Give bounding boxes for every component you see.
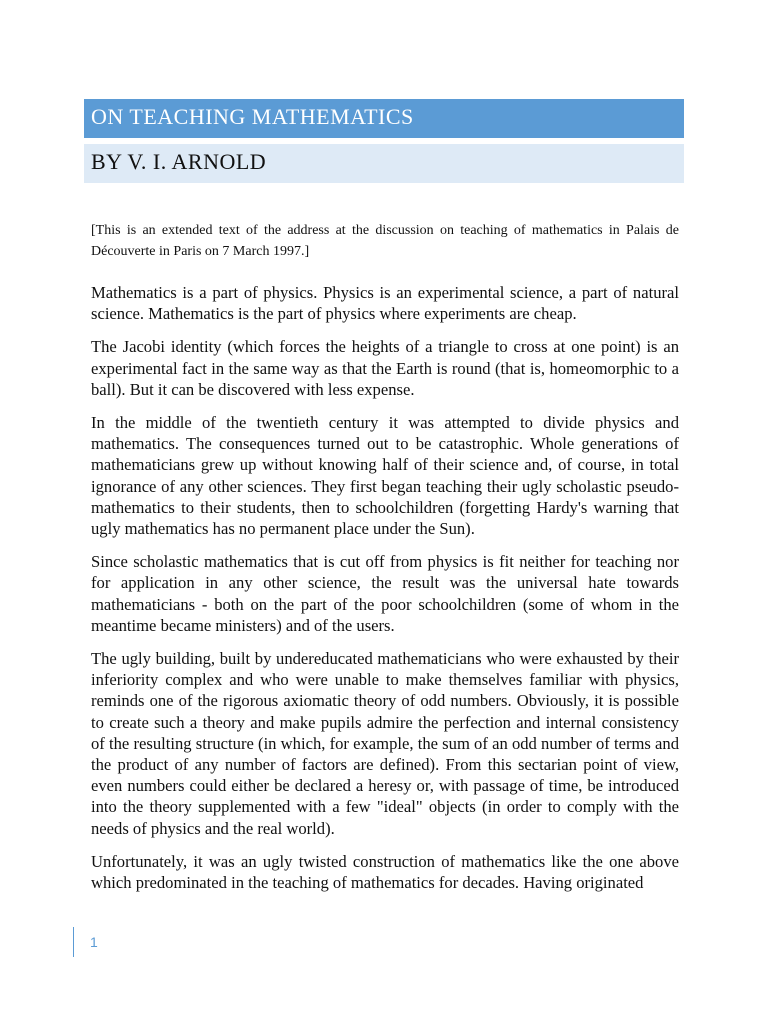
body-paragraph: Unfortunately, it was an ugly twisted construction of mathematics like the one above which predominated in the teaching of mathematics for decades. Having originated: [91, 851, 679, 893]
body-paragraph: In the middle of the twentieth century it was attempted to divide physics and mathematics. The consequences turned out to be catastrophic. Whole generations of mathematicians grew up without knowing half of their science and, of course, in total ignorance of any other sciences. They first began teaching their ugly scholastic pseudo-mathematics to their students, then to schoolchildren (forgetting Hardy's warning that ugly mathematics has no permanent place under the Sun).: [91, 413, 679, 539]
page-number: 1: [90, 934, 98, 950]
document-body: [91, 282, 679, 905]
body-paragraph: Mathematics is a part of physics. Physics is an experimental science, a part of natural science. Mathematics is the part of physics where experiments are cheap.: [91, 283, 679, 324]
title-banner: [84, 99, 684, 138]
body-paragraph: Since scholastic mathematics that is cut off from physics is fit neither for teaching nor for application in any other science, the result was the universal hate towards mathematicians - both on the part of the poor schoolchildren (some of whom in the meantime became ministers) and of the users.: [91, 552, 679, 635]
body-paragraph: The ugly building, built by undereducated mathematicians who were exhausted by their inferiority complex and who were unable to make themselves familiar with physics, reminds one of the rigorous axiomatic theory of odd numbers. Obviously, it is possible to create such a theory and make pupils admire the perfection and internal consistency of the resulting structure (in which, for example, the sum of an odd number of terms and the product of any number of factors are defined). From this sectarian point of view, even numbers could either be declared a heresy or, with passage of time, be introduced into the theory supplemented with a few "ideal" objects (in order to comply with the needs of physics and the real world).: [91, 649, 679, 838]
body-paragraph: The Jacobi identity (which forces the heights of a triangle to cross at one point) is an experimental fact in the same way as that the Earth is round (that is, homeomorphic to a ball). But it can be discovered with less expense.: [91, 337, 679, 399]
author-banner: [84, 144, 684, 183]
footer-divider: [73, 927, 74, 957]
document-title: ON TEACHING MATHEMATICS: [91, 104, 414, 129]
intro-note: [This is an extended text of the address at the discussion on teaching of mathematics in Palais de Découverte in Paris on 7 March 1997.]: [91, 223, 679, 259]
author-line: BY V. I. ARNOLD: [91, 149, 267, 174]
